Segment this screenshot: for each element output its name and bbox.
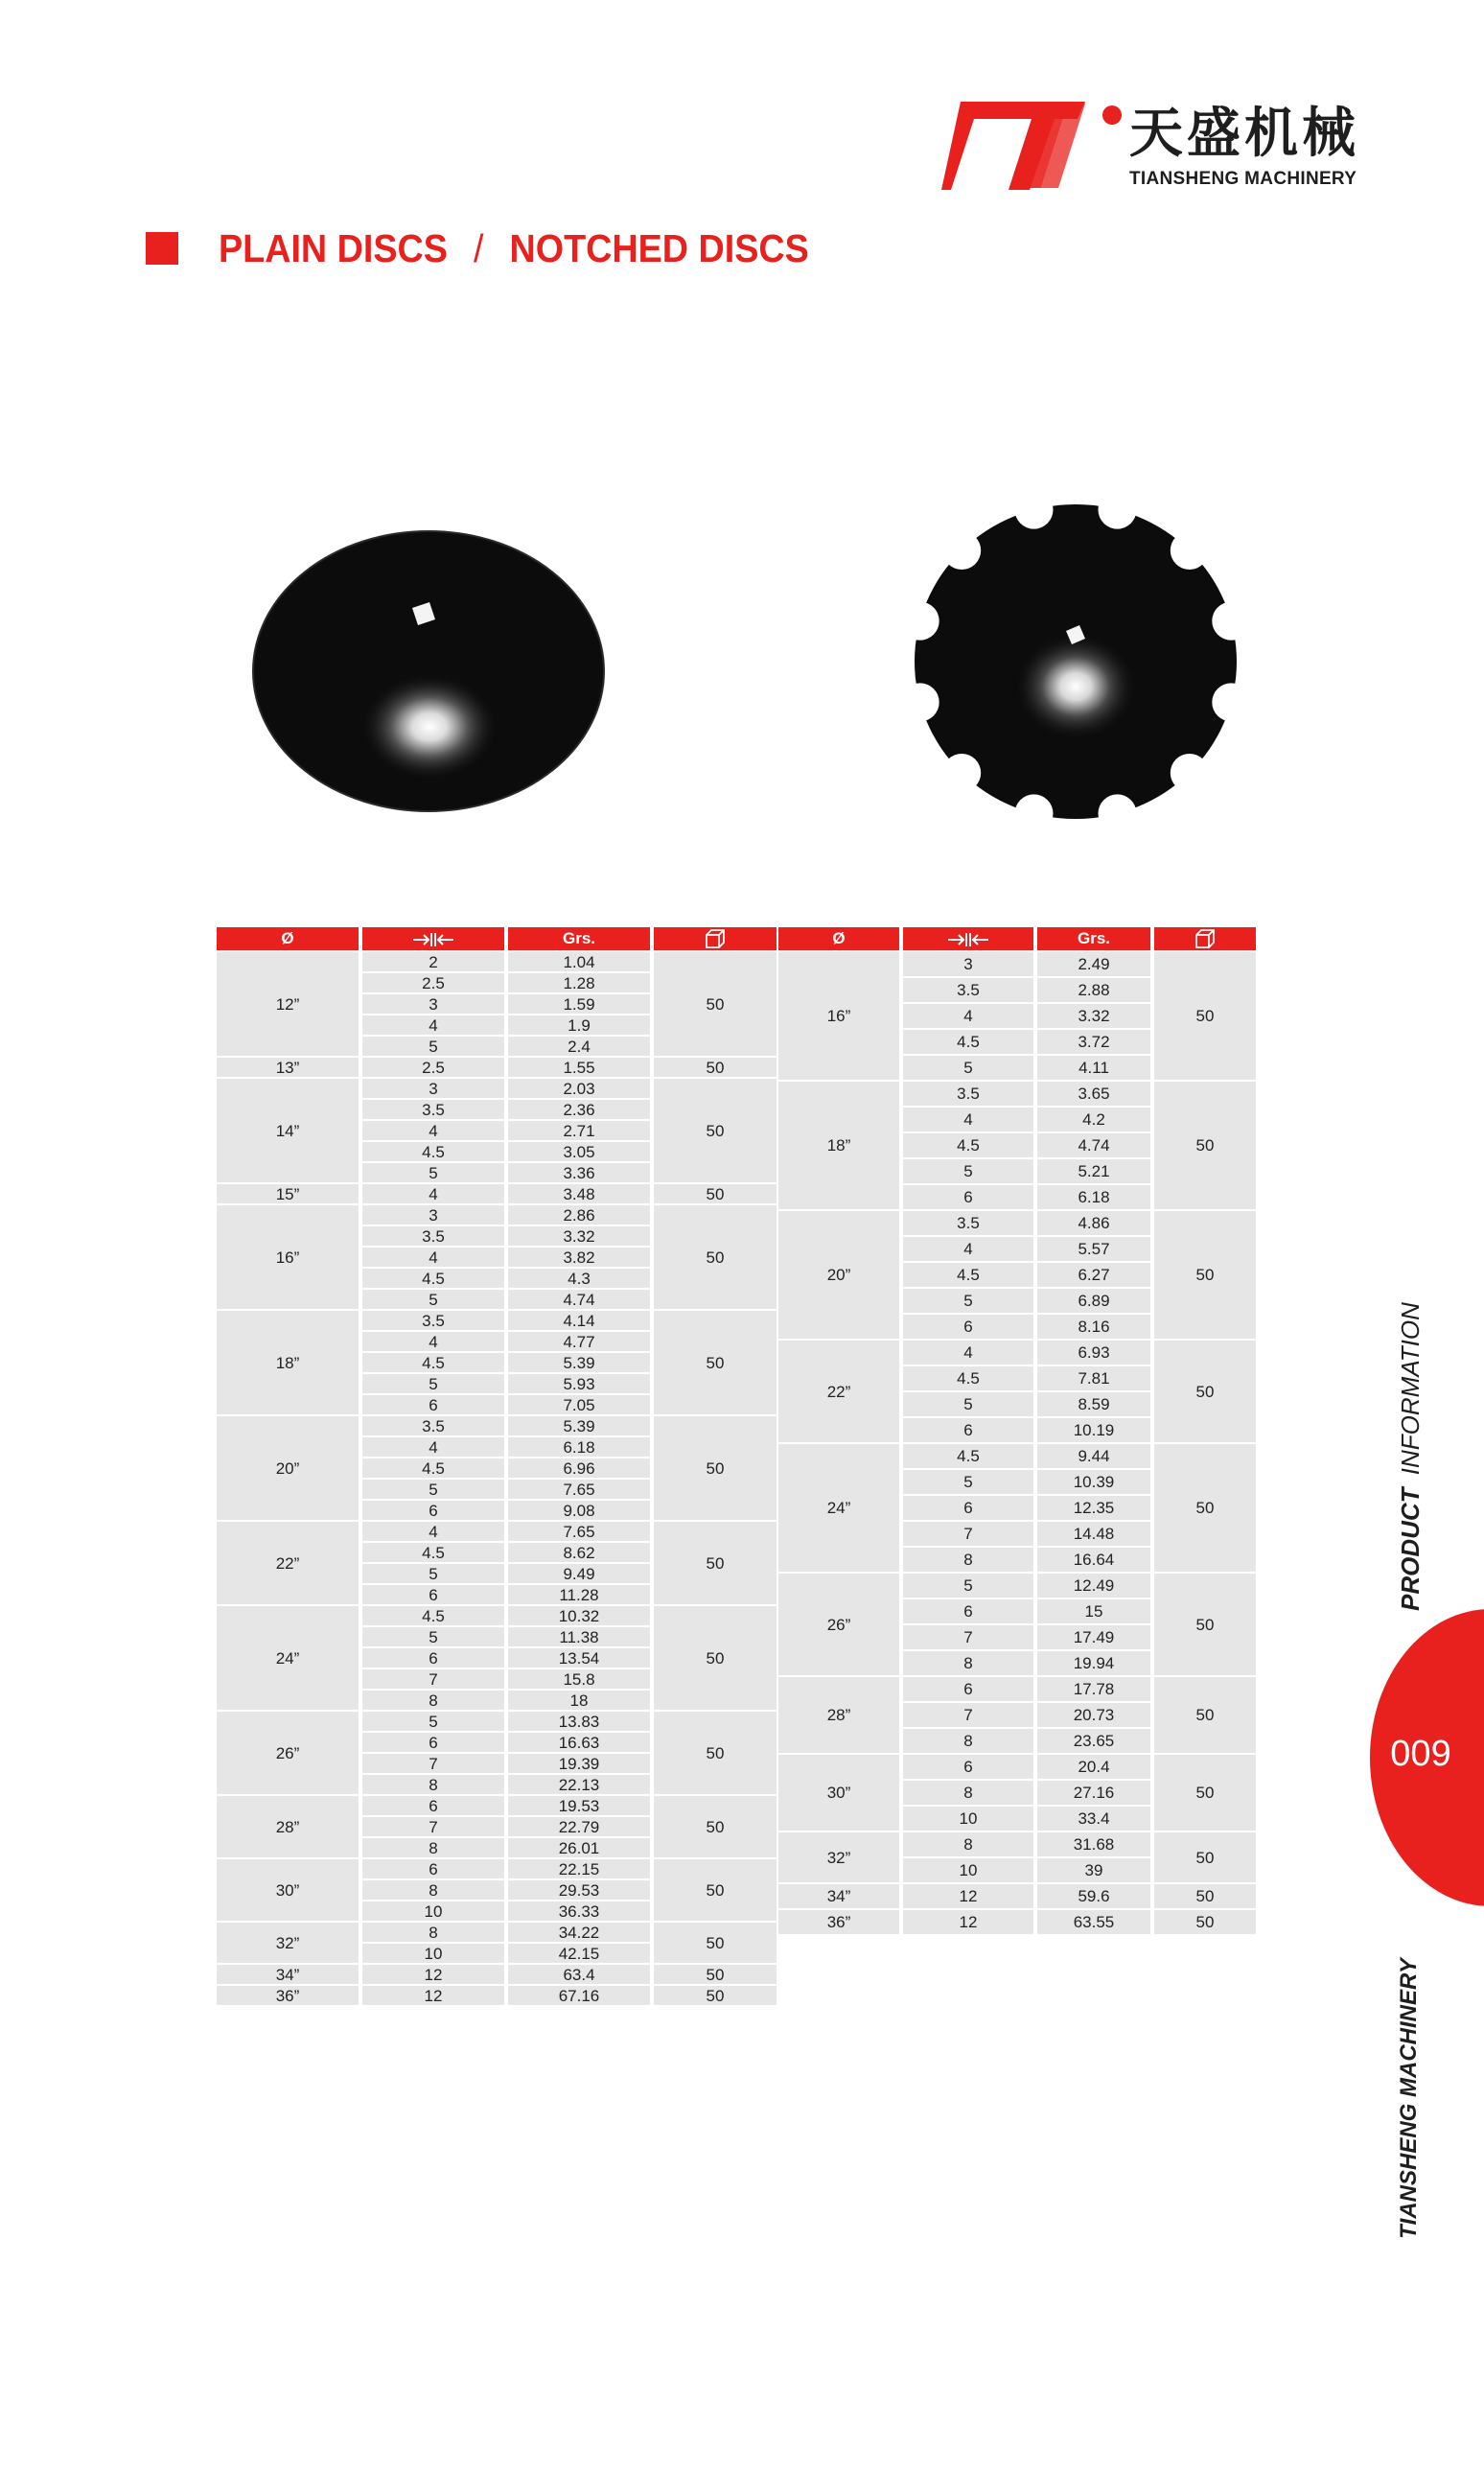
tiansheng-logo-icon <box>941 92 1124 198</box>
side-label-information: INFORMATION <box>1396 1302 1425 1476</box>
cell-quantity: 50 <box>1154 1910 1256 1934</box>
cell-weight: 4.11 <box>1037 1056 1150 1080</box>
cell-thickness: 5 <box>362 1627 504 1646</box>
cell-weight: 63.55 <box>1037 1910 1150 1934</box>
cell-weight: 5.21 <box>1037 1159 1150 1183</box>
cell-thickness: 7 <box>903 1522 1033 1546</box>
table-row <box>217 1205 777 1225</box>
page-number: 009 <box>1390 1734 1451 1774</box>
cell-weight: 3.82 <box>508 1248 650 1267</box>
brand-logo <box>941 92 1382 198</box>
cell-thickness: 10 <box>903 1858 1033 1882</box>
side-label-product: PRODUCT <box>1396 1487 1425 1611</box>
cell-thickness: 5 <box>362 1712 504 1731</box>
header-diameter: Ø <box>217 927 359 950</box>
cell-weight: 67.16 <box>508 1986 650 2005</box>
cell-thickness: 3.5 <box>362 1226 504 1246</box>
cell-weight: 15 <box>1037 1599 1150 1623</box>
cell-thickness: 6 <box>362 1648 504 1668</box>
cell-diameter: 13” <box>217 1058 359 1077</box>
cell-quantity: 50 <box>654 1796 777 1857</box>
notched-discs-table <box>775 925 1260 1936</box>
thickness-arrows-icon <box>411 932 455 947</box>
cell-weight: 22.79 <box>508 1817 650 1836</box>
header-quantity <box>1154 927 1256 950</box>
cell-thickness: 4 <box>362 1015 504 1035</box>
cell-weight: 1.55 <box>508 1058 650 1077</box>
cell-thickness: 5 <box>903 1392 1033 1416</box>
cell-weight: 10.19 <box>1037 1418 1150 1442</box>
cell-diameter: 24” <box>778 1444 899 1572</box>
cell-weight: 9.44 <box>1037 1444 1150 1468</box>
table-row <box>217 1712 777 1731</box>
cell-thickness: 2 <box>362 952 504 971</box>
cell-weight: 6.89 <box>1037 1289 1150 1313</box>
cell-thickness: 6 <box>903 1599 1033 1623</box>
cell-thickness: 4 <box>903 1108 1033 1132</box>
cell-weight: 8.59 <box>1037 1392 1150 1416</box>
table-row <box>778 1755 1256 1779</box>
cell-thickness: 7 <box>362 1669 504 1689</box>
cell-weight: 20.73 <box>1037 1703 1150 1727</box>
cell-weight: 5.57 <box>1037 1237 1150 1261</box>
cell-weight: 34.22 <box>508 1923 650 1942</box>
cell-thickness: 6 <box>903 1755 1033 1779</box>
cell-diameter: 22” <box>778 1341 899 1442</box>
cell-weight: 19.39 <box>508 1754 650 1773</box>
cell-weight: 4.3 <box>508 1269 650 1288</box>
box-icon <box>705 929 726 948</box>
cell-thickness: 6 <box>362 1733 504 1752</box>
cell-weight: 12.49 <box>1037 1574 1150 1598</box>
cell-weight: 3.48 <box>508 1184 650 1203</box>
table-row <box>217 1796 777 1815</box>
header-quantity <box>654 927 777 950</box>
cell-thickness: 3.5 <box>362 1416 504 1435</box>
cell-quantity: 50 <box>1154 1832 1256 1882</box>
cell-weight: 22.13 <box>508 1775 650 1794</box>
table-header-row <box>217 927 777 950</box>
table-row <box>778 952 1256 976</box>
table-row <box>217 1416 777 1435</box>
cell-weight: 3.65 <box>1037 1082 1150 1106</box>
table-row <box>778 1677 1256 1701</box>
cell-thickness: 7 <box>903 1625 1033 1649</box>
cell-quantity: 50 <box>1154 1755 1256 1831</box>
cell-thickness: 4 <box>362 1184 504 1203</box>
cell-diameter: 18” <box>778 1082 899 1209</box>
cell-thickness: 5 <box>362 1290 504 1309</box>
cell-weight: 19.53 <box>508 1796 650 1815</box>
cell-weight: 18 <box>508 1691 650 1710</box>
cell-diameter: 36” <box>217 1986 359 2005</box>
cell-diameter: 15” <box>217 1184 359 1203</box>
heading-marker-square <box>146 232 178 265</box>
cell-thickness: 2.5 <box>362 973 504 992</box>
cell-diameter: 30” <box>778 1755 899 1831</box>
table-row <box>217 1522 777 1541</box>
cell-weight: 42.15 <box>508 1944 650 1963</box>
cell-weight: 2.71 <box>508 1121 650 1140</box>
cell-diameter: 20” <box>778 1211 899 1339</box>
cell-weight: 5.39 <box>508 1416 650 1435</box>
cell-weight: 3.05 <box>508 1142 650 1161</box>
cell-diameter: 32” <box>778 1832 899 1882</box>
cell-weight: 12.35 <box>1037 1496 1150 1520</box>
cell-thickness: 8 <box>903 1729 1033 1753</box>
cell-weight: 22.15 <box>508 1859 650 1878</box>
cell-quantity: 50 <box>654 1986 777 2005</box>
cell-quantity: 50 <box>654 1965 777 1984</box>
cell-thickness: 12 <box>903 1884 1033 1908</box>
cell-thickness: 3.5 <box>362 1311 504 1330</box>
plain-discs-table <box>213 925 780 2007</box>
cell-quantity: 50 <box>1154 1211 1256 1339</box>
cell-quantity: 50 <box>1154 1444 1256 1572</box>
cell-diameter: 14” <box>217 1079 359 1182</box>
cell-weight: 11.38 <box>508 1627 650 1646</box>
cell-weight: 2.86 <box>508 1205 650 1225</box>
cell-thickness: 2.5 <box>362 1058 504 1077</box>
cell-thickness: 6 <box>362 1395 504 1414</box>
cell-thickness: 10 <box>903 1807 1033 1831</box>
cell-thickness: 12 <box>362 1986 504 2005</box>
table-row <box>217 1923 777 1942</box>
cell-thickness: 4.5 <box>362 1353 504 1372</box>
brand-name-chinese: 天盛机械 <box>1129 103 1359 165</box>
cell-quantity: 50 <box>1154 952 1256 1080</box>
cell-weight: 6.18 <box>1037 1185 1150 1209</box>
cell-thickness: 4.5 <box>362 1142 504 1161</box>
cell-quantity: 50 <box>654 1184 777 1203</box>
cell-quantity: 50 <box>654 1079 777 1182</box>
table-row <box>217 1606 777 1625</box>
cell-weight: 4.86 <box>1037 1211 1150 1235</box>
cell-quantity: 50 <box>654 1058 777 1077</box>
cell-weight: 7.81 <box>1037 1366 1150 1390</box>
cell-weight: 15.8 <box>508 1669 650 1689</box>
cell-thickness: 12 <box>903 1910 1033 1934</box>
cell-thickness: 4.5 <box>903 1444 1033 1468</box>
cell-weight: 1.59 <box>508 994 650 1014</box>
table-row <box>217 952 777 971</box>
cell-thickness: 3 <box>362 1205 504 1225</box>
cell-weight: 16.64 <box>1037 1548 1150 1572</box>
cell-quantity: 50 <box>654 1205 777 1309</box>
cell-weight: 9.49 <box>508 1564 650 1583</box>
cell-thickness: 8 <box>362 1775 504 1794</box>
table-row <box>778 1832 1256 1856</box>
cell-diameter: 18” <box>217 1311 359 1414</box>
cell-thickness: 7 <box>362 1817 504 1836</box>
side-label-product-information <box>1396 1304 1444 1611</box>
cell-thickness: 4.5 <box>362 1269 504 1288</box>
cell-thickness: 3.5 <box>362 1100 504 1119</box>
cell-weight: 29.53 <box>508 1880 650 1900</box>
cell-quantity: 50 <box>1154 1341 1256 1442</box>
cell-weight: 10.32 <box>508 1606 650 1625</box>
cell-thickness: 4 <box>362 1522 504 1541</box>
cell-diameter: 26” <box>778 1574 899 1675</box>
cell-thickness: 8 <box>903 1832 1033 1856</box>
cell-thickness: 6 <box>362 1585 504 1604</box>
cell-weight: 63.4 <box>508 1965 650 1984</box>
cell-weight: 9.08 <box>508 1501 650 1520</box>
cell-quantity: 50 <box>654 1311 777 1414</box>
cell-diameter: 32” <box>217 1923 359 1963</box>
cell-quantity: 50 <box>654 1859 777 1921</box>
cell-thickness: 6 <box>362 1859 504 1878</box>
cell-thickness: 5 <box>362 1037 504 1056</box>
table-row <box>778 1341 1256 1365</box>
cell-thickness: 5 <box>903 1574 1033 1598</box>
cell-weight: 3.36 <box>508 1163 650 1182</box>
cell-thickness: 8 <box>362 1923 504 1942</box>
cell-thickness: 4.5 <box>362 1606 504 1625</box>
cell-thickness: 4 <box>903 1341 1033 1365</box>
cell-thickness: 6 <box>903 1315 1033 1339</box>
cell-quantity: 50 <box>1154 1677 1256 1753</box>
cell-thickness: 4.5 <box>362 1543 504 1562</box>
header-thickness <box>903 927 1033 950</box>
cell-weight: 19.94 <box>1037 1651 1150 1675</box>
cell-diameter: 28” <box>217 1796 359 1857</box>
cell-weight: 23.65 <box>1037 1729 1150 1753</box>
cell-weight: 3.72 <box>1037 1030 1150 1054</box>
side-label-brand <box>1396 1908 1444 2239</box>
thickness-arrows-icon <box>946 932 990 947</box>
title-plain-discs: PLAIN DISCS <box>219 226 448 270</box>
cell-weight: 4.77 <box>508 1332 650 1351</box>
table-row <box>778 1211 1256 1235</box>
cell-thickness: 10 <box>362 1944 504 1963</box>
cell-weight: 2.4 <box>508 1037 650 1056</box>
cell-thickness: 5 <box>903 1159 1033 1183</box>
cell-thickness: 8 <box>903 1781 1033 1805</box>
cell-weight: 3.32 <box>508 1226 650 1246</box>
cell-diameter: 26” <box>217 1712 359 1794</box>
cell-quantity: 50 <box>654 1522 777 1604</box>
cell-thickness: 8 <box>903 1651 1033 1675</box>
cell-thickness: 3.5 <box>903 978 1033 1002</box>
cell-thickness: 7 <box>362 1754 504 1773</box>
cell-weight: 13.83 <box>508 1712 650 1731</box>
cell-diameter: 20” <box>217 1416 359 1520</box>
cell-thickness: 8 <box>362 1880 504 1900</box>
cell-weight: 2.88 <box>1037 978 1150 1002</box>
cell-thickness: 3 <box>362 1079 504 1098</box>
cell-thickness: 4 <box>903 1237 1033 1261</box>
plain-discs-rows <box>217 952 777 2005</box>
cell-thickness: 6 <box>903 1677 1033 1701</box>
cell-thickness: 4 <box>362 1437 504 1457</box>
cell-weight: 6.96 <box>508 1458 650 1478</box>
cell-weight: 8.16 <box>1037 1315 1150 1339</box>
title-separator: / <box>473 226 484 270</box>
cell-thickness: 6 <box>903 1496 1033 1520</box>
cell-diameter: 16” <box>217 1205 359 1309</box>
cell-diameter: 12” <box>217 952 359 1056</box>
cell-diameter: 22” <box>217 1522 359 1604</box>
table-row <box>778 1574 1256 1598</box>
cell-weight: 17.49 <box>1037 1625 1150 1649</box>
cell-weight: 17.78 <box>1037 1677 1150 1701</box>
cell-diameter: 30” <box>217 1859 359 1921</box>
cell-thickness: 7 <box>903 1703 1033 1727</box>
cell-thickness: 8 <box>903 1548 1033 1572</box>
cell-weight: 2.36 <box>508 1100 650 1119</box>
cell-thickness: 5 <box>362 1163 504 1182</box>
cell-weight: 4.2 <box>1037 1108 1150 1132</box>
table-row <box>778 1082 1256 1106</box>
cell-weight: 1.28 <box>508 973 650 992</box>
cell-weight: 4.14 <box>508 1311 650 1330</box>
header-diameter: Ø <box>778 927 899 950</box>
cell-weight: 6.18 <box>508 1437 650 1457</box>
cell-weight: 7.05 <box>508 1395 650 1414</box>
cell-thickness: 4.5 <box>903 1366 1033 1390</box>
notched-disc-image <box>909 499 1242 825</box>
table-row <box>217 1058 777 1077</box>
cell-weight: 59.6 <box>1037 1884 1150 1908</box>
cell-weight: 10.39 <box>1037 1470 1150 1494</box>
cell-weight: 1.04 <box>508 952 650 971</box>
cell-weight: 11.28 <box>508 1585 650 1604</box>
cell-thickness: 6 <box>362 1796 504 1815</box>
table-row <box>778 1884 1256 1908</box>
cell-diameter: 36” <box>778 1910 899 1934</box>
cell-quantity: 50 <box>654 1606 777 1710</box>
cell-thickness: 8 <box>362 1838 504 1857</box>
table-header-row <box>778 927 1256 950</box>
cell-weight: 6.93 <box>1037 1341 1150 1365</box>
cell-thickness: 8 <box>362 1691 504 1710</box>
notched-discs-rows <box>778 952 1256 1934</box>
header-thickness <box>362 927 504 950</box>
cell-weight: 33.4 <box>1037 1807 1150 1831</box>
cell-weight: 7.65 <box>508 1480 650 1499</box>
cell-weight: 31.68 <box>1037 1832 1150 1856</box>
cell-thickness: 5 <box>903 1056 1033 1080</box>
cell-weight: 4.74 <box>1037 1133 1150 1157</box>
page-title <box>219 227 809 269</box>
table-row <box>217 1184 777 1203</box>
table-row <box>217 1986 777 2005</box>
cell-thickness: 6 <box>362 1501 504 1520</box>
cell-diameter: 34” <box>778 1884 899 1908</box>
header-weight: Grs. <box>508 927 650 950</box>
cell-thickness: 3.5 <box>903 1211 1033 1235</box>
cell-weight: 16.63 <box>508 1733 650 1752</box>
cell-thickness: 4 <box>362 1248 504 1267</box>
plain-disc-image <box>251 529 606 813</box>
cell-weight: 8.62 <box>508 1543 650 1562</box>
cell-weight: 2.49 <box>1037 952 1150 976</box>
cell-weight: 3.32 <box>1037 1004 1150 1028</box>
cell-weight: 26.01 <box>508 1838 650 1857</box>
cell-weight: 36.33 <box>508 1901 650 1921</box>
cell-thickness: 3 <box>362 994 504 1014</box>
brand-name-english: TIANSHENG MACHINERY <box>1129 169 1357 189</box>
cell-quantity: 50 <box>654 952 777 1056</box>
table-row <box>217 1965 777 1984</box>
title-notched-discs: NOTCHED DISCS <box>509 226 809 270</box>
cell-weight: 13.54 <box>508 1648 650 1668</box>
cell-weight: 6.27 <box>1037 1263 1150 1287</box>
cell-quantity: 50 <box>1154 1574 1256 1675</box>
cell-thickness: 5 <box>903 1470 1033 1494</box>
cell-weight: 27.16 <box>1037 1781 1150 1805</box>
cell-weight: 5.39 <box>508 1353 650 1372</box>
cell-thickness: 5 <box>362 1374 504 1393</box>
cell-thickness: 4 <box>362 1332 504 1351</box>
cell-quantity: 50 <box>1154 1884 1256 1908</box>
cell-thickness: 5 <box>362 1564 504 1583</box>
cell-quantity: 50 <box>1154 1082 1256 1209</box>
cell-weight: 1.9 <box>508 1015 650 1035</box>
cell-weight: 20.4 <box>1037 1755 1150 1779</box>
header-weight: Grs. <box>1037 927 1150 950</box>
cell-thickness: 6 <box>903 1185 1033 1209</box>
cell-weight: 14.48 <box>1037 1522 1150 1546</box>
cell-thickness: 4.5 <box>362 1458 504 1478</box>
cell-thickness: 4.5 <box>903 1263 1033 1287</box>
cell-quantity: 50 <box>654 1923 777 1963</box>
cell-weight: 39 <box>1037 1858 1150 1882</box>
cell-thickness: 3 <box>903 952 1033 976</box>
cell-thickness: 6 <box>903 1418 1033 1442</box>
cell-weight: 2.03 <box>508 1079 650 1098</box>
table-row <box>217 1079 777 1098</box>
cell-diameter: 24” <box>217 1606 359 1710</box>
cell-quantity: 50 <box>654 1712 777 1794</box>
cell-weight: 5.93 <box>508 1374 650 1393</box>
cell-thickness: 5 <box>362 1480 504 1499</box>
cell-thickness: 4 <box>362 1121 504 1140</box>
cell-thickness: 10 <box>362 1901 504 1921</box>
cell-quantity: 50 <box>654 1416 777 1520</box>
cell-thickness: 4.5 <box>903 1030 1033 1054</box>
box-icon <box>1194 929 1216 948</box>
table-row <box>778 1910 1256 1934</box>
cell-thickness: 5 <box>903 1289 1033 1313</box>
cell-weight: 7.65 <box>508 1522 650 1541</box>
table-row <box>217 1859 777 1878</box>
cell-diameter: 28” <box>778 1677 899 1753</box>
table-row <box>778 1444 1256 1468</box>
side-brand-text: TIANSHENG MACHINERY <box>1396 1958 1422 2239</box>
cell-diameter: 16” <box>778 952 899 1080</box>
cell-diameter: 34” <box>217 1965 359 1984</box>
table-row <box>217 1311 777 1330</box>
cell-thickness: 4.5 <box>903 1133 1033 1157</box>
cell-thickness: 3.5 <box>903 1082 1033 1106</box>
cell-weight: 4.74 <box>508 1290 650 1309</box>
cell-thickness: 12 <box>362 1965 504 1984</box>
cell-thickness: 4 <box>903 1004 1033 1028</box>
